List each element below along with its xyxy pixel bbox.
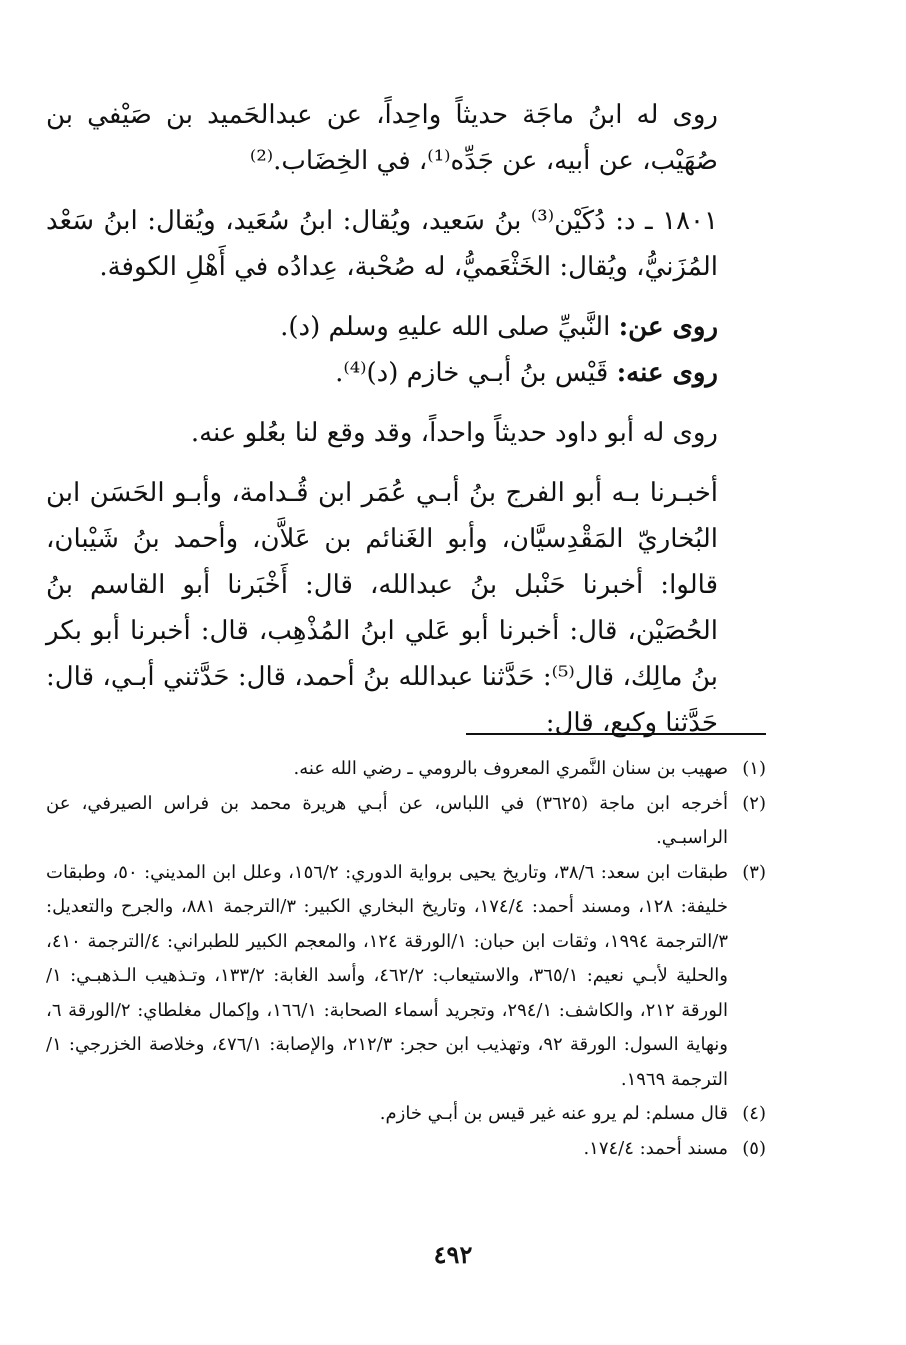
footnote-text: أخرجه ابن ماجة (٣٦٢٥) في اللباس، عن أبـي هريرة محمد بن فراس الصيرفي، عن الراسبـي. bbox=[46, 792, 729, 848]
footnote-1 bbox=[46, 752, 766, 787]
narrated-from-line bbox=[46, 304, 766, 350]
footnote-number: (٤) bbox=[742, 1103, 766, 1124]
page-number: ٤٩٢ bbox=[433, 1240, 473, 1269]
footnote-number: (٢) bbox=[742, 792, 766, 814]
footnote-number: (٥) bbox=[742, 1137, 766, 1159]
narrated-from-label: روى عن: bbox=[618, 312, 718, 342]
narrated-by-line bbox=[46, 350, 766, 396]
footnote-divider bbox=[466, 733, 766, 735]
paragraph-5: روى له أبو داود حديثاً واحداً، وقد وقع لنا بعُلو عنه. bbox=[190, 418, 718, 448]
footnote-text: صهيب بن سنان النَّمري المعروف بالرومي ـ رضي الله عنه. bbox=[293, 758, 728, 779]
narrated-by-text: قَيْس بنُ أبـي خازم (د)⁽⁴⁾. bbox=[335, 358, 609, 388]
narrated-from-text: النَّبيِّ صلى الله عليهِ وسلم (د). bbox=[280, 312, 611, 342]
main-text bbox=[46, 92, 766, 746]
isnad-paragraph: أخبـرنا بـه أبو الفرج بنُ أبـي عُمَر ابن قُـدامة، وأبـو الحَسَن ابن البُخاريّ المَقْدِسيَّان، وأبو الغَنائم بن عَلاَّن، وأحمد بنُ شَيْبان، قالوا: أخبرنا حَنْبل بنُ عبدالله، قال: أَخْبَرنا أبو القاسم بنُ الحُصَيْن، قال: أخبرنا أبو عَلي ابنُ المُذْهِب، قال: أخبرنا أبو بكر بنُ مالِك، قال⁽⁵⁾: حَدَّثنا عبدالله بنُ أحمد، قال: حَدَّثني أبـي، قال: حَدَّثنا وكيع، قال: bbox=[46, 478, 718, 738]
footnote-5 bbox=[46, 1132, 766, 1167]
footnote-2 bbox=[46, 787, 766, 856]
footnote-number: (١) bbox=[742, 758, 766, 779]
paragraph-1: روى له ابنُ ماجَة حديثاً واحِداً، عن عبدالحَميد بن صَيْفي بن صُهَيْب، عن أبيه، عن جَدِّه⁽¹⁾، في الخِضَاب.⁽²⁾ bbox=[46, 100, 718, 176]
footnote-number: (٣) bbox=[742, 861, 766, 883]
footnote-text: قال مسلم: لم يرو عنه غير قيس بن أبـي خازم. bbox=[379, 1103, 728, 1124]
footnote-text: طبقات ابن سعد: ٣٨/٦، وتاريخ يحيى برواية الدوري: ١٥٦/٢، وعلل ابن المديني: ٥٠، وطبقات خليفة: ١٢٨، ومسند أحمد: ١٧٤/٤، وتاريخ البخاري الكبير: ٣/الترجمة ٨٨١، والجرح والتعديل: ٣/الترجمة ١٩٩٤، وثقات ابن حبان: ١/الورقة ١٢٤، والمعجم الكبير للطبراني: ٤/الترجمة ٤١٠، والحلية لأبـي نعيم: ٣٦٥/١، والاستيعاب: ٤٦٢/٢، وأسد الغابة: ١٣٣/٢، وتـذهيب الـذهبـي: ١/الورقة ٢١٢، والكاشف: ٢٩٤/١، وتجريد أسماء الصحابة: ١٦٦/١، وإكمال مغلطاي: ٢/الورقة ٦، ونهاية السول: الورقة ٩٢، وتهذيب ابن حجر: ٢١٢/٣، والإصابة: ٤٧٦/١، وخلاصة الخزرجي: ١/ الترجمة ١٩٦٩. bbox=[46, 861, 729, 1090]
footnote-3 bbox=[46, 856, 766, 1098]
footnotes bbox=[46, 752, 766, 1166]
footnote-text: مسند أحمد: ١٧٤/٤. bbox=[583, 1137, 728, 1159]
narrated-by-label: روى عنه: bbox=[616, 358, 718, 388]
biography-entry-1801: ١٨٠١ ـ د: دُكَيْن⁽³⁾ بنُ سَعيد، ويُقال: ابنُ سُعَيد، ويُقال: ابنُ سَعْد المُزَنيُّ، ويُقال: الخَثْعَميُّ، له صُحْبة، عِدادُه في أَهْلِ الكوفة. bbox=[46, 206, 718, 282]
footnote-4 bbox=[46, 1097, 766, 1132]
